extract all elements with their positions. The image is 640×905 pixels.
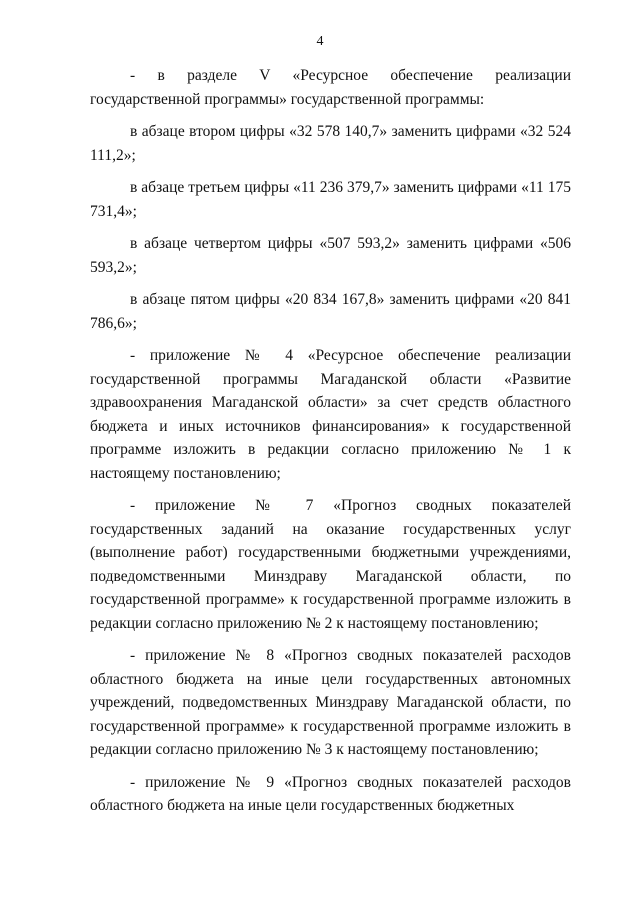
- paragraph-section-v: - в разделе V «Ресурсное обеспечение реализации государственной программы» государственной программы:: [90, 67, 571, 108]
- document-body: [90, 64, 571, 827]
- paragraph-appendix-7: - приложение № 7 «Прогноз сводных показателей государственных заданий на оказание государственных услуг (выполнение работ) государственными бюджетными учреждениями, подведомственными Минздраву Магаданской области, по государственной программе» к государственной программе изложить в редакции согласно приложению № 2 к настоящему постановлению;: [90, 497, 571, 632]
- paragraph-abzac-2: в абзаце втором цифры «32 578 140,7» заменить цифрами «32 524 111,2»;: [90, 123, 571, 164]
- paragraph-abzac-5: в абзаце пятом цифры «20 834 167,8» заменить цифрами «20 841 786,6»;: [90, 291, 571, 332]
- paragraph-abzac-4: в абзаце четвертом цифры «507 593,2» заменить цифрами «506 593,2»;: [90, 235, 571, 276]
- paragraph-abzac-3: в абзаце третьем цифры «11 236 379,7» заменить цифрами «11 175 731,4»;: [90, 179, 571, 220]
- paragraph-appendix-9: - приложение № 9 «Прогноз сводных показателей расходов областного бюджета на иные цели государственных бюджетных: [90, 773, 571, 814]
- paragraph-appendix-4: - приложение № 4 «Ресурсное обеспечение реализации государственной программы Магаданской области «Развитие здравоохранения Магаданской области» за счет средств областного бюджета и иных источников финансирования» к государственной программе изложить в редакции согласно приложению № 1 к настоящему постановлению;: [90, 347, 571, 482]
- paragraph-appendix-8: - приложение № 8 «Прогноз сводных показателей расходов областного бюджета на иные цели государственных автономных учреждений, подведомственных Минздраву Магаданской области, по государственной программе» к государственной программе изложить в редакции согласно приложению № 3 к настоящему постановлению;: [90, 647, 571, 758]
- page-number: 4: [316, 34, 324, 49]
